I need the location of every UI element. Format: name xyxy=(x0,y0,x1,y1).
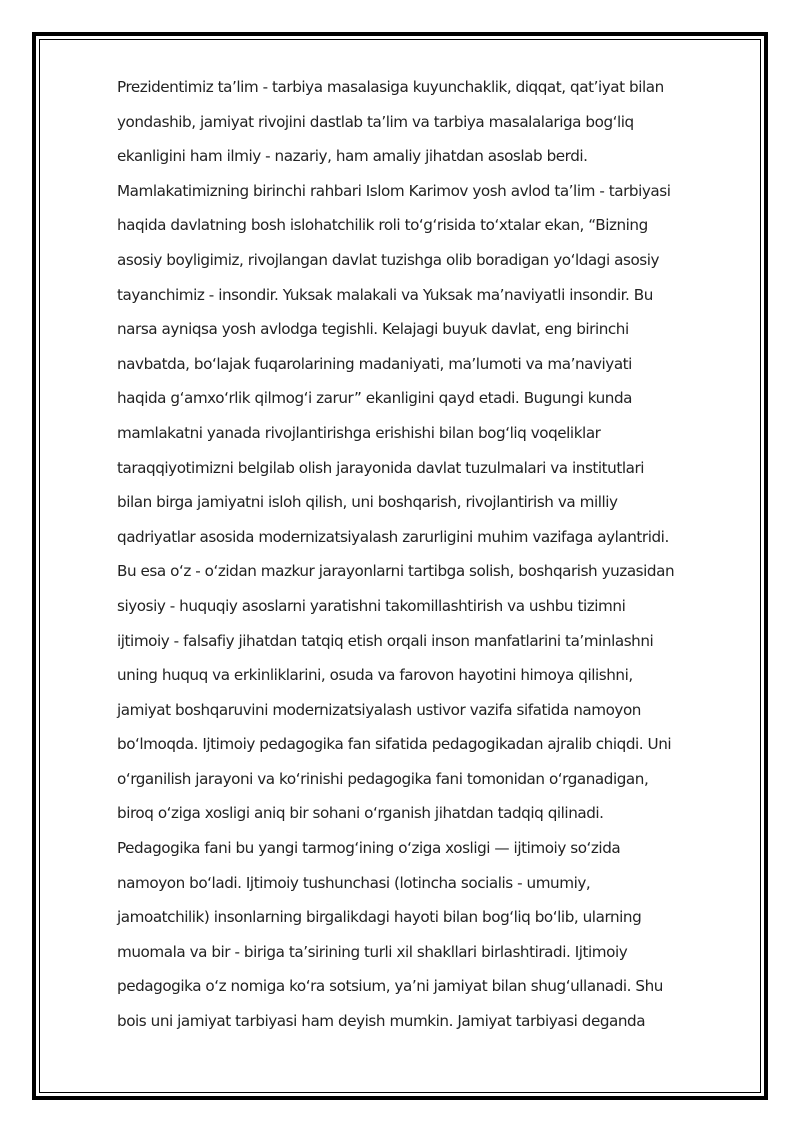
text-line: siyosiy - huquqiy asoslarni yaratishni takomillashtirish va ushbu tizimni xyxy=(117,596,626,615)
text-line: asosiy boyligimiz, rivojlangan davlat tuzishga olib boradigan yo‘ldagi asosiy xyxy=(117,250,660,269)
text-line: narsa ayniqsa yosh avlodga tegishli. Kelajagi buyuk davlat, eng birinchi xyxy=(117,320,629,339)
text-line: ijtimoiy - falsafiy jihatdan tatqiq etish orqali inson manfatlarini ta’minlashni xyxy=(117,631,654,650)
document-body-text xyxy=(117,70,697,1039)
text-line: Mamlakatimizning birinchi rahbari Islom Karimov yosh avlod ta’lim - tarbiyasi xyxy=(117,181,671,200)
text-line: haqida g‘amxo‘rlik qilmog‘i zarur” ekanligini qayd etadi. Bugungi kunda xyxy=(117,389,632,408)
text-line: jamoatchilik) insonlarning birgalikdagi hayoti bilan bog‘liq bo‘lib, ularning xyxy=(117,908,642,927)
text-line: Pedagogika fani bu yangi tarmog‘ining o‘ziga xosligi — ijtimoiy so‘zida xyxy=(117,839,621,858)
text-line: bilan birga jamiyatni isloh qilish, uni boshqarish, rivojlantirish va milliy xyxy=(117,493,618,512)
text-line: uning huquq va erkinliklarini, osuda va farovon hayotini himoya qilishni, xyxy=(117,666,633,685)
text-line: namoyon bo‘ladi. Ijtimoiy tushunchasi (lotincha socialis - umumiy, xyxy=(117,873,591,892)
text-line: o‘rganilish jarayoni va ko‘rinishi pedagogika fani tomonidan o‘rganadigan, xyxy=(117,769,649,788)
text-line: qadriyatlar asosida modernizatsiyalash zarurligini muhim vazifaga aylantridi. xyxy=(117,527,669,546)
text-line: haqida davlatning bosh islohatchilik roli to‘g‘risida to‘xtalar ekan, “Bizning xyxy=(117,216,648,235)
text-line: Bu esa o‘z - o‘zidan mazkur jarayonlarni tartibga solish, boshqarish yuzasidan xyxy=(117,562,675,581)
text-line: ekanligini ham ilmiy - nazariy, ham amaliy jihatdan asoslab berdi. xyxy=(117,147,588,166)
text-line: taraqqiyotimizni belgilab olish jarayonida davlat tuzulmalari va institutlari xyxy=(117,458,645,477)
text-line: pedagogika o‘z nomiga ko‘ra sotsium, ya’ni jamiyat bilan shug‘ullanadi. Shu xyxy=(117,977,663,996)
text-line: bo‘lmoqda. Ijtimoiy pedagogika fan sifatida pedagogikadan ajralib chiqdi. Uni xyxy=(117,735,672,754)
text-line: navbatda, bo‘lajak fuqarolarining madaniyati, ma’lumoti va ma’naviyati xyxy=(117,354,632,373)
text-line: muomala va bir - biriga ta’sirining turli xil shakllari birlashtiradi. Ijtimoiy xyxy=(117,942,628,961)
text-line: jamiyat boshqaruvini modernizatsiyalash ustivor vazifa sifatida namoyon xyxy=(117,700,641,719)
text-line: yondashib, jamiyat rivojini dastlab ta’lim va tarbiya masalalariga bog‘liq xyxy=(117,112,634,131)
text-line: tayanchimiz - insondir. Yuksak malakali va Yuksak ma’naviyatli insondir. Bu xyxy=(117,285,653,304)
text-line: bois uni jamiyat tarbiyasi ham deyish mumkin. Jamiyat tarbiyasi deganda xyxy=(117,1012,646,1031)
text-line: Prezidentimiz ta’lim - tarbiya masalasiga kuyunchaklik, diqqat, qat’iyat bilan xyxy=(117,78,664,96)
text-line: mamlakatni yanada rivojlantirishga erishishi bilan bog‘liq voqeliklar xyxy=(117,423,601,442)
text-line: biroq o‘ziga xosligi aniq bir sohani o‘rganish jihatdan tadqiq qilinadi. xyxy=(117,804,604,823)
